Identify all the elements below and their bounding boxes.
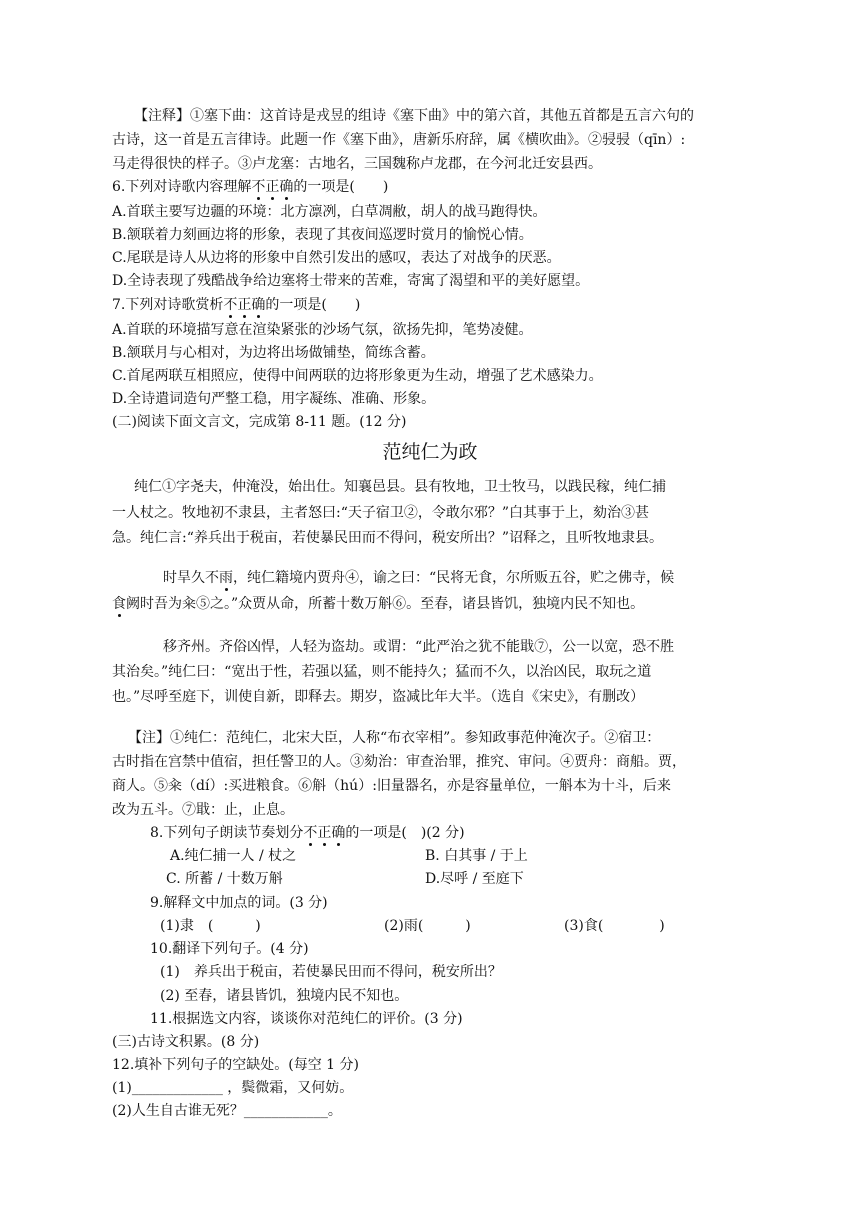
- emphasis-char: 食: [112, 596, 126, 612]
- option-a: A.首联的环境描写意在渲染紧张的沙场气氛，欲扬先抑，笔势凌健。: [112, 322, 533, 338]
- translation-sentence: (2) 至春，诸县皆饥，独境内民不知也。: [160, 988, 409, 1004]
- stem-text: 的一项是( ): [265, 297, 361, 313]
- question-11-stem: 11.根据选文内容，谈谈你对范纯仁的评价。(3 分): [150, 1011, 463, 1027]
- stem-text: 的一项是( ): [293, 179, 389, 195]
- emphasis-char: 正: [317, 825, 332, 841]
- emphasis-char: 正: [237, 297, 252, 313]
- passage-line: 一人杖之。牧地初不隶县，主者怒曰:“天子宿卫②，令敢尔邪？”白其事于上，劾治③甚: [112, 505, 650, 521]
- emphasis-char: 正: [265, 179, 280, 195]
- emphasis-char: 确: [279, 179, 294, 195]
- option-c: C. 所蓄 / 十数万斛: [166, 871, 283, 887]
- section-heading: (二)阅读下面文言文，完成第 8-11 题。(12 分): [112, 414, 407, 430]
- passage-line: [112, 594, 644, 614]
- note-line: 【注释】①塞下曲：这首诗是戎昱的组诗《塞下曲》中的第六首，其他五首都是五言六句的: [134, 108, 694, 124]
- passage-text: 时旱久不: [163, 570, 219, 586]
- option-a: A.首联主要写边疆的环境：北方凛冽，白草凋敝，胡人的战马跑得快。: [112, 204, 547, 220]
- passage-line: 其治矣。”纯仁曰：“宽出于性，若强以猛，则不能持久；猛而不久，以治凶民，取玩之道: [112, 664, 652, 680]
- answer-blank: (3)食( ): [564, 918, 665, 934]
- option-c: C.首尾两联互相照应，使得中间两联的边将形象更为生动，增强了艺术感染力。: [112, 368, 603, 384]
- fill-blank-line: (2)人生自古谁无死？____________。: [112, 1103, 342, 1119]
- passage-text: 阙时吾为籴⑤之。”众贾从命，所蓄十数万斛⑥。至春，诸县皆饥，独境内民不知也。: [126, 596, 645, 612]
- question-6-stem: [112, 177, 388, 197]
- emphasis-char: 不: [251, 179, 266, 195]
- section-heading: (三)古诗文积累。(8 分): [112, 1034, 260, 1050]
- option-d: D.全诗遣词造句严整工稳，用字凝练、准确、形象。: [112, 391, 436, 407]
- passage-line: [163, 568, 674, 588]
- stem-text: 6.下列对诗歌内容理解: [112, 179, 252, 195]
- passage-line: 也。”尽呼至庭下，训使自新，即释去。期岁，盗减比年大半。（选自《宋史》，有删改）: [112, 689, 645, 705]
- emphasis-char: 不: [223, 297, 238, 313]
- answer-blank: (1)隶 ( ): [160, 918, 261, 934]
- option-c: C.尾联是诗人从边将的形象中自然引发出的感叹，表达了对战争的厌恶。: [112, 250, 561, 266]
- stem-text: 的一项是( )(2 分): [345, 825, 465, 841]
- note-line: 马走得很快的样子。③卢龙塞：古地名，三国魏称卢龙郡，在今河北迁安县西。: [112, 156, 602, 172]
- question-9-stem: 9.解释文中加点的词。(3 分): [150, 895, 328, 911]
- passage-line: 纯仁①字尧夫，仲淹没，始出仕。知襄邑县。县有牧地，卫士牧马，以践民稼，纯仁捕: [134, 479, 666, 495]
- fill-blank-line: (1)_____________ ，鬓微霜，又何妨。: [112, 1080, 354, 1096]
- emphasis-char: 不: [303, 825, 318, 841]
- option-d: D.尽呼 / 至庭下: [425, 871, 524, 887]
- note-line: 【注】①纯仁：范纯仁，北宋大臣，人称“布衣宰相”。参知政事范仲淹次子。②宿卫：: [128, 730, 661, 746]
- question-8-stem: [150, 823, 465, 843]
- option-d: D.全诗表现了残酷战争给边塞将士带来的苦难，寄寓了渴望和平的美好愿望。: [112, 273, 590, 289]
- option-b: B.颔联月与心相对，为边将出场做铺垫，简练含蓄。: [112, 345, 435, 361]
- emphasis-char: 雨: [219, 570, 233, 586]
- question-10-stem: 10.翻译下列句子。(4 分): [150, 941, 309, 957]
- option-b: B.颔联着力刻画边将的形象，表现了其夜间巡逻时赏月的愉悦心情。: [112, 227, 533, 243]
- note-line: 商人。⑤籴（dí）:买进粮食。⑥斛（hú）:旧量器名，亦是容量单位，一斛本为十斗，后来: [112, 778, 671, 794]
- question-12-stem: 12.填补下列句子的空缺处。(每空 1 分): [112, 1057, 359, 1073]
- question-7-stem: [112, 295, 360, 315]
- passage-text: ，纯仁籍境内贾舟④，谕之曰：“民将无食，尔所贩五谷，贮之佛寺，候: [233, 570, 675, 586]
- note-line: 古诗，这一首是五言律诗。此题一作《塞下曲》，唐新乐府辞，属《横吹曲》。②骎骎（qīn）:: [112, 132, 686, 148]
- note-line: 古时指在宫禁中值宿，担任警卫的人。③劾治：审查治罪，推究、审问。④贾舟：商船。贾，: [112, 754, 686, 770]
- passage-line: 移齐州。齐俗凶悍，人轻为盗劫。或谓：“此严治之犹不能戢⑦，公一以宽，恐不胜: [163, 639, 675, 655]
- option-a: A.纯仁捕一人 / 杖之: [170, 848, 297, 864]
- stem-text: 8.下列句子朗读节奏划分: [150, 825, 304, 841]
- passage-title: 范纯仁为政: [382, 441, 478, 463]
- translation-sentence: (1) 养兵出于税亩，若使暴民田而不得问，税安所出？: [160, 964, 502, 980]
- answer-blank: (2)雨( ): [384, 918, 471, 934]
- stem-text: 7.下列对诗歌赏析: [112, 297, 224, 313]
- emphasis-char: 确: [251, 297, 266, 313]
- emphasis-char: 确: [331, 825, 346, 841]
- note-line: 改为五斗。⑦戢：止，止息。: [112, 802, 294, 818]
- option-b: B. 白其事 / 于上: [425, 848, 528, 864]
- passage-line: 急。纯仁言:“养兵出于税亩，若使暴民田而不得问，税安所出？”诏释之，且听牧地隶县。: [112, 530, 664, 546]
